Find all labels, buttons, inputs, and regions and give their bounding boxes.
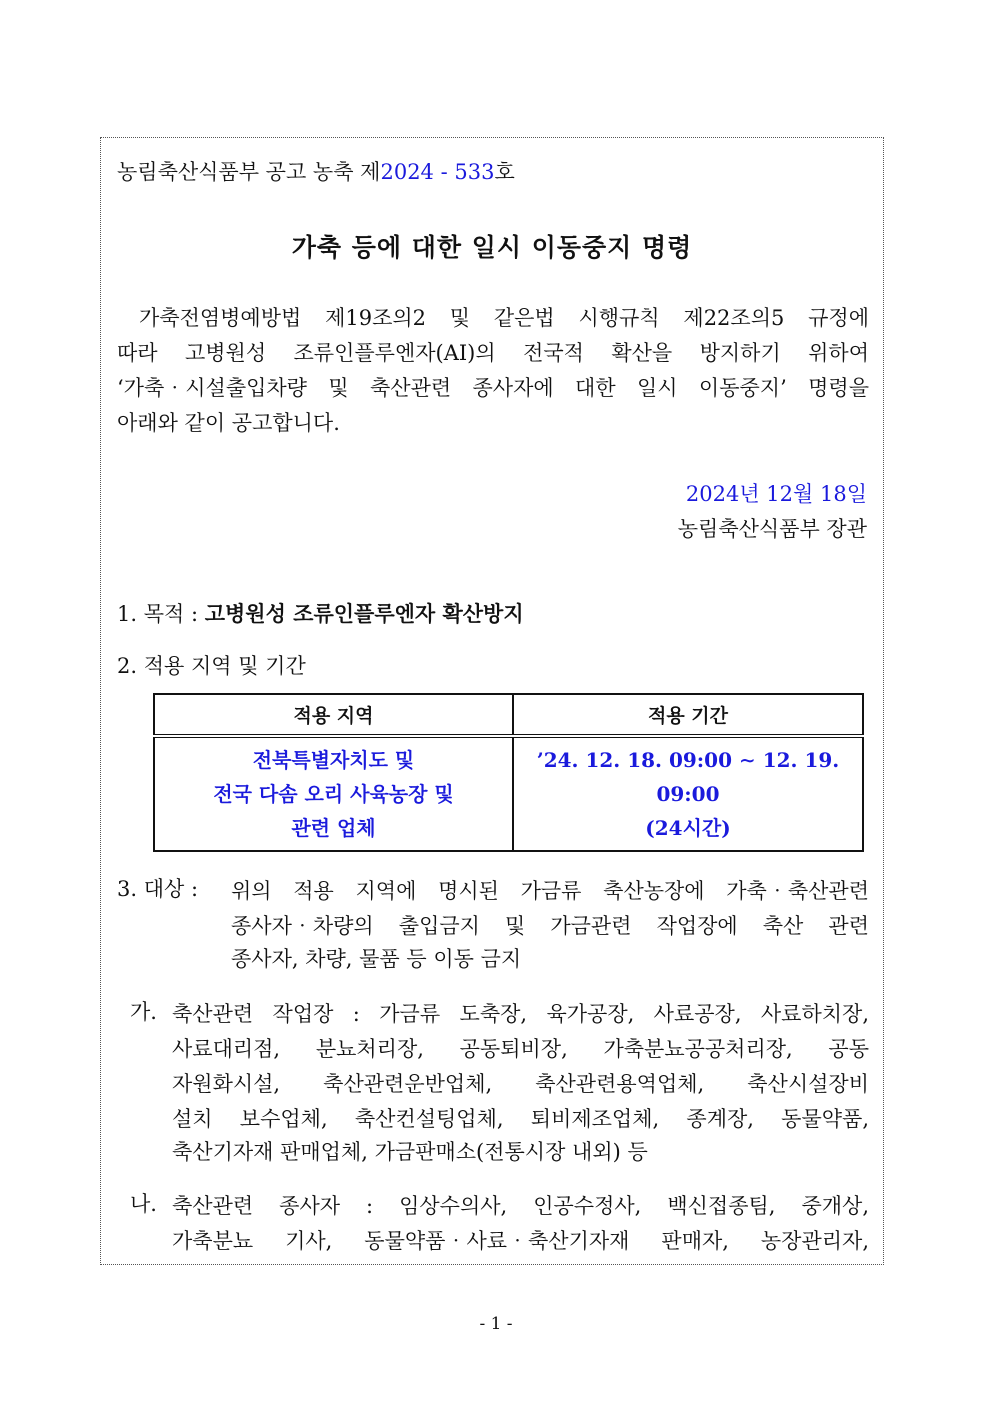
issuer: 농림축산식품부 장관 <box>677 517 867 541</box>
sub-ga-line-4: 설치 보수업체, 축산컨설팅업체, 퇴비제조업체, 종계장, 동물약품, <box>172 1107 869 1131</box>
sub-ga-line-5: 축산기자재 판매업체, 가금판매소(전통시장 내외) 등 <box>172 1140 648 1164</box>
region-line-3: 관련 업체 <box>291 816 376 840</box>
table-header-row <box>154 694 863 736</box>
notice-header <box>117 158 515 186</box>
sub-ga-line-3: 자원화시설, 축산관련운반업체, 축산관련용역업체, 축산시설장비 <box>172 1072 869 1096</box>
table-cell-period <box>513 736 863 851</box>
notice-date: 2024년 12월 18일 <box>685 482 867 506</box>
sub-ga-label: 가. <box>130 1000 157 1024</box>
notice-header-suffix: 호 <box>494 160 515 184</box>
table-header-period: 적용 기간 <box>513 694 863 736</box>
notice-number: 2024 - 533 <box>380 160 495 184</box>
item-3-label: 3. 대상 : <box>117 877 199 901</box>
period-line-2: (24시간) <box>645 816 731 840</box>
table-header-region: 적용 지역 <box>154 694 513 736</box>
item-1 <box>117 600 524 628</box>
item-2-label: 2. 적용 지역 및 기간 <box>117 654 306 678</box>
document-title: 가축 등에 대한 일시 이동중지 명령 <box>291 233 693 262</box>
page-number: - 1 - <box>479 1314 513 1334</box>
sub-na-line-2: 가축분뇨 기사, 동물약품‧사료‧축산기자재 판매자, 농장관리자, <box>172 1229 869 1253</box>
item-3-line-1: 위의 적용 지역에 명시된 가금류 축산농장에 가축‧축산관련 <box>231 879 869 903</box>
table-cell-region <box>154 736 513 851</box>
region-line-1: 전북특별자치도 및 <box>252 748 415 772</box>
table-row <box>154 736 863 851</box>
region-line-2: 전국 다솜 오리 사육농장 및 <box>213 782 454 806</box>
sub-na-label: 나. <box>130 1192 157 1216</box>
sub-na-line-1: 축산관련 종사자 : 임상수의사, 인공수정사, 백신접종팀, 중개상, <box>172 1194 869 1218</box>
item-1-value: 고병원성 조류인플루엔자 확산방지 <box>204 601 524 626</box>
sub-ga-line-1: 축산관련 작업장 : 가금류 도축장, 육가공장, 사료공장, 사료하치장, <box>172 1002 869 1026</box>
item-3-line-3: 종사자, 차량, 물품 등 이동 금지 <box>231 947 522 971</box>
item-1-label: 1. 목적 : <box>117 602 205 626</box>
intro-line-4: 아래와 같이 공고합니다. <box>117 411 340 435</box>
application-table <box>153 693 864 852</box>
intro-line-2: 따라 고병원성 조류인플루엔자(AI)의 전국적 확산을 방지하기 위하여 <box>117 341 869 365</box>
intro-line-3: ‘가축‧시설출입차량 및 축산관련 종사자에 대한 일시 이동중지’ 명령을 <box>117 376 869 400</box>
item-3-line-2: 종사자‧차량의 출입금지 및 가금관련 작업장에 축산 관련 <box>231 914 869 938</box>
intro-line-1: 가축전염병예방법 제19조의2 및 같은법 시행규칙 제22조의5 규정에 <box>139 306 869 330</box>
sub-ga-line-2: 사료대리점, 분뇨처리장, 공동퇴비장, 가축분뇨공공처리장, 공동 <box>172 1037 869 1061</box>
intro-paragraph <box>117 301 869 441</box>
notice-header-prefix: 농림축산식품부 공고 농축 제 <box>117 160 381 184</box>
period-line-1: ’24. 12. 18. 09:00 ∼ 12. 19. 09:00 <box>536 748 840 806</box>
